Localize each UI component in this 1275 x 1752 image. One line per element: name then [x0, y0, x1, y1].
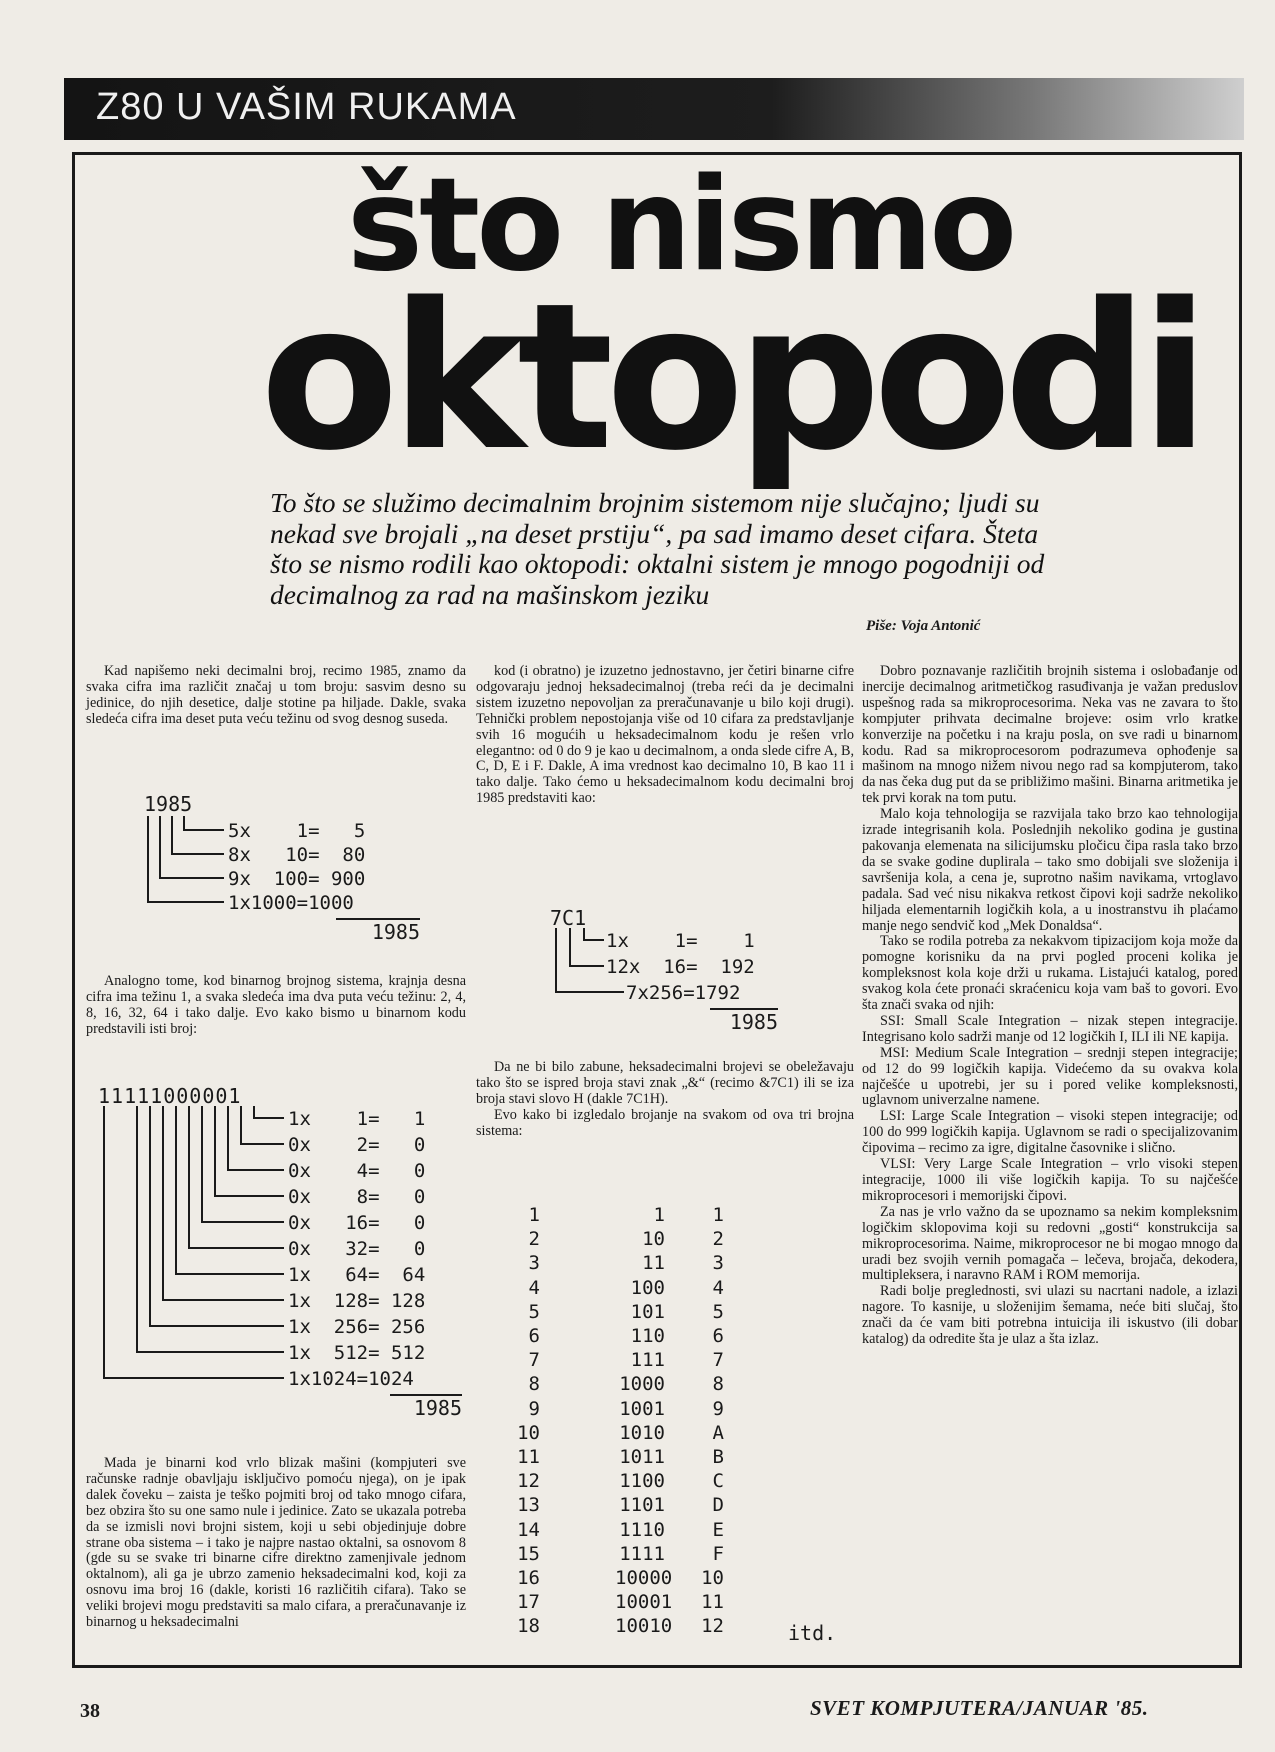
column-2-top [476, 664, 854, 807]
paragraph: kod (i obratno) je izuzetno jednostavno, jer četiri binarne cifre odgovaraju jednoj heksadecimalnoj (treba reći da je decimalni sistem izuzetno nepovoljan za preračunavanje u bilo koji drugi). Tehnički problem nepostojanja više od 10 cifara za predstavljanje svih 16 mogućih u heksadecimalnom kodu je rešen vrlo elegantno: od 0 do 9 je kao u decimalnom, a onda slede cifre A, B, C, D, E i F. Dakle, A ima vrednost kao decimalno 10, B kao 11 i tako dalje. Tako ćemo u heksadecimalnom kodu decimalni broj 1985 predstaviti kao: [476, 663, 854, 807]
table-cell-hex: F [712, 1542, 724, 1565]
paragraph: Analogno tome, kod binarnog brojnog sistema, krajnja desna cifra ima težinu 1, a svaka sledeća ima dva puta veću težinu: 2, 4, 8, 16, 32, 64 i tako dalje. Evo kako bismo u binarnom kodu predstavili isti broj: [86, 973, 466, 1037]
table-cell-binary: 10 [642, 1228, 665, 1251]
fig-bin-row: 0x 32= 0 [288, 1238, 426, 1260]
section-title: Z80 U VAŠIM RUKAMA [96, 86, 517, 128]
section-header-bar [64, 78, 1244, 140]
table-cell-decimal: 8 [528, 1373, 540, 1396]
table-cell-decimal: 11 [517, 1446, 540, 1468]
fig-bin-row: 1x 64= 64 [288, 1264, 426, 1286]
table-cell-decimal: 1 [528, 1204, 540, 1226]
table-cell-binary: 1100 [619, 1470, 665, 1493]
table-etc: itd. [788, 1621, 837, 1645]
fig-bin-total: 1985 [390, 1394, 462, 1420]
paragraph: Za nas je vrlo važno da se upoznamo sa nekim kompleksnim logičkim sklopovima koji su redovni „gosti“ konstrukcija sa mikroprocesorima. Naime, mikroprocesor ne bi mogao mnogo da uradi bez svojih vernih pomagača – lečeva, brojača, dekodera, multipleksera, i naravno RAM i ROM memorija. [862, 1203, 1238, 1284]
paragraph: Dobro poznavanje različitih brojnih sistema i oslobađanje od inercije decimalnog aritmetičkog rasuđivanja je važan preduslov uspešnog rada sa mikroprocesorima. Neka vas ne zavara to što kompjuter prihvata decimalne brojeve: osim vrlo kratke konverzije na početku i na kraju posla, on sve radi u binarnom kodu. Rad sa mikroprocesorom podrazumeva ophođenje sa mašinom na mnogo nižem nivou nego rad sa kompjuterom, tako da nas čeka dug put da se približimo mašini. Binarna aritmetika je tek prvi korak na tom putu. [862, 663, 1238, 807]
table-cell-binary: 101 [630, 1300, 665, 1323]
byline: Piše: Voja Antonić [866, 618, 981, 634]
table-cell-binary: 100 [630, 1276, 665, 1299]
table-cell-binary: 1010 [619, 1421, 665, 1444]
fig-dec-number: 1985 [144, 792, 193, 816]
fig-bin-row: 1x 512= 512 [288, 1342, 426, 1364]
table-cell-binary: 111 [630, 1349, 665, 1372]
table-cell-hex: C [712, 1470, 724, 1493]
table-cell-hex: 5 [712, 1300, 724, 1323]
table-cell-binary: 1000 [619, 1373, 665, 1396]
table-cell-hex: D [712, 1494, 724, 1517]
page-number: 38 [80, 1700, 100, 1722]
paragraph: MSI: Medium Scale Integration – srednji stepen integracije; od 12 do 99 logičkih kapija. Videćemo da su ovakva kola najčešće u upotrebi, jer su i pored velike kompleksnosti, uglavnom univerzalne namene. [862, 1044, 1238, 1109]
table-cell-decimal: 6 [528, 1325, 540, 1347]
paragraph: Evo kako bi izgledalo brojanje na svakom od ova tri brojna sistema: [476, 1106, 854, 1139]
table-cell-decimal: 4 [528, 1276, 540, 1299]
column-1-top [86, 664, 466, 728]
table-cell-binary: 1011 [619, 1446, 665, 1468]
paragraph: Kad napišemo neki decimalni broj, recimo 1985, znamo da svaka cifra ima različit značaj u tom broju: sasvim desno su jedinice, do njih desetice, dalje stotine pa hiljade. Dakle, svaka sledeća cifra ima deset puta veću težinu od svog desnog suseda. [86, 663, 466, 727]
table-cell-hex: 4 [712, 1276, 724, 1299]
paragraph: Malo koja tehnologija se razvijala tako brzo kao tehnologija izrade integrisanih kola. Poslednjih nekoliko godina je gustina pakovanja elemenata na silicijumsku pločicu čipa rasla tako brzo da se svake godine duplirala – tako smo dobijali sve složenija i savršenija kola, a cena je, suprotno našim navikama, vrtoglavo padala. Sad već nisu nikakva retkost čipovi koji sadrže nekoliko hiljada elementarnih logičkih kola, a u inostranstvu ih plaćamo manje nego sendvič kod „Mek Donaldsa“. [862, 806, 1238, 934]
table-cell-decimal: 10 [517, 1421, 540, 1444]
table-cell-binary: 1111 [619, 1542, 665, 1565]
fig-hex-number: 7C1 [550, 906, 587, 930]
headline-line2: oktopodi [260, 259, 1202, 496]
table-cell-binary: 1 [653, 1204, 665, 1226]
paragraph: Tako se rodila potreba za nekakvom tipizacijom koja može da pomogne korisniku da na prvi pogled proceni kolika je kompleksnost kola koje drži u rukama. Listajući katalog, pored svakog kola ćete pronaći skraćenicu koja vam baš to govori. Evo šta znači svaka od njih: [862, 933, 1238, 1014]
table-cell-hex: 2 [712, 1228, 724, 1251]
table-cell-hex: 1 [712, 1204, 724, 1226]
table-cell-hex: 8 [712, 1373, 724, 1396]
table-cell-binary: 10010 [615, 1615, 673, 1638]
column-2-middle [476, 1060, 854, 1140]
table-cell-decimal: 3 [528, 1252, 540, 1275]
magazine-footer: SVET KOMPJUTERA/JANUAR '85. [810, 1696, 1149, 1720]
fig-dec-total: 1985 [336, 918, 420, 944]
fig-bin-brackets [98, 1084, 298, 1404]
table-cell-hex: A [712, 1421, 724, 1444]
table-cell-binary: 1110 [619, 1518, 665, 1541]
fig-bin-row: 0x 16= 0 [288, 1212, 426, 1234]
column-1-middle [86, 974, 466, 1038]
fig-dec-row: 9x 100= 900 [228, 868, 366, 890]
table-cell-hex: B [712, 1446, 724, 1468]
lead-paragraph: To što se služimo decimalnim brojnim sistemom nije slučajno; ljudi su nekad sve brojali „na deset prstiju“, pa sad imamo deset cifara. Šteta što se nismo rodili kao oktopodi: oktalni sistem je mnogo pogodniji od decimalnog za rad na mašinskom jeziku [270, 487, 1045, 610]
fig-bin-row: 1x 128= 128 [288, 1290, 426, 1312]
fig-bin-number: 11111000001 [98, 1084, 242, 1108]
table-cell-hex: 11 [701, 1591, 724, 1614]
table-cell-binary: 1101 [619, 1494, 665, 1517]
paragraph: LSI: Large Scale Integration – visoki stepen integracije; od 100 do 999 logičkih kapija. Uglavnom se radi o specijalizovanim čipovima – recimo za igre, digitalne časovnike i slično. [862, 1108, 1238, 1157]
table-cell-decimal: 17 [517, 1591, 540, 1614]
table-cell-decimal: 7 [528, 1349, 540, 1372]
table-cell-decimal: 16 [517, 1567, 540, 1589]
table-cell-binary: 10001 [615, 1591, 673, 1614]
fig-bin-row: 1x 1= 1 [288, 1108, 426, 1130]
table-cell-hex: 12 [701, 1615, 724, 1638]
table-cell-decimal: 2 [528, 1228, 540, 1251]
fig-dec-row: 8x 10= 80 [228, 844, 366, 866]
fig-dec-row: 5x 1= 5 [228, 820, 366, 842]
table-cell-hex: 9 [712, 1397, 724, 1420]
paragraph: SSI: Small Scale Integration – nizak stepen integracije. Integrisano kolo sadrži manje od 12 logičkih I, ILI ili NE kapija. [862, 1012, 1238, 1045]
fig-bin-row: 1x 256= 256 [288, 1316, 426, 1338]
table-cell-binary: 110 [630, 1325, 665, 1347]
fig-dec-brackets [140, 792, 240, 932]
fig-bin-row: 0x 8= 0 [288, 1186, 426, 1208]
table-cell-decimal: 13 [517, 1494, 540, 1517]
paragraph: VLSI: Very Large Scale Integration – vrlo visoki stepen integracije, 1000 ili više logičkih kapija. To su najčešće mikroprocesori i memorijski čipovi. [862, 1156, 1238, 1204]
column-1-bottom [86, 1456, 466, 1631]
headline-line1: što nismo [346, 151, 1014, 300]
table-cell-decimal: 5 [528, 1300, 540, 1323]
fig-hex-row: 12x 16= 192 [606, 956, 755, 978]
counting-table [490, 1204, 850, 1644]
table-cell-decimal: 18 [517, 1615, 540, 1638]
fig-bin-row: 1x1024=1024 [288, 1368, 414, 1390]
table-cell-hex: 10 [701, 1567, 724, 1589]
table-cell-binary: 11 [642, 1252, 665, 1275]
paragraph: Mada je binarni kod vrlo blizak mašini (kompjuteri sve računske radnje obavljaju isključivo pomoću njega), on je ipak dalek čoveku – zaista je teško pojmiti broj od tako mnogo cifara, bez obzira što su one samo nule i jedinice. Zato se ukazala potreba da se izmisli novi brojni sistem, koji u sebi objedinjuje dobre strane oba sistema – i tako je najpre nastao oktalni, sa osnovom 8 (gde su se svake tri binarne cifre direktno zamenjivale jednom oktalnom), ali ga je ubrzo zamenio heksadecimalni kod, koji za osnovu ima broj 16 (dakle, koristi 16 različitih cifara). Tako se veliki brojevi mogu predstaviti sa malo cifara, a preračunavanje iz binarnog u heksadecimalni [86, 1455, 466, 1631]
table-cell-hex: E [712, 1518, 724, 1541]
fig-bin-row: 0x 2= 0 [288, 1134, 426, 1156]
fig-hex-brackets [550, 906, 630, 1006]
table-cell-hex: 7 [712, 1349, 724, 1372]
paragraph: Radi bolje preglednosti, svi ulazi su nacrtani nadole, a izlazi nagore. To kasnije, u složenijim šemama, neće biti slučaj, što znači da će vam biti potrebna intuicija ili iskustvo (ili dobar katalog) da odredite šta je ulaz a šta izlaz. [862, 1283, 1238, 1348]
table-cell-decimal: 15 [517, 1542, 540, 1565]
headline [260, 151, 1202, 496]
fig-bin-row: 0x 4= 0 [288, 1160, 426, 1182]
table-cell-hex: 6 [712, 1325, 724, 1347]
table-cell-decimal: 12 [517, 1470, 540, 1493]
paragraph: Da ne bi bilo zabune, heksadecimalni brojevi se obeležavaju tako što se ispred broja stavi znak „&“ (recimo &7C1) ili se iza broja stavi slovo H (dakle 7C1H). [476, 1059, 854, 1107]
fig-hex-row: 7x256=1792 [626, 982, 741, 1004]
fig-dec-row: 1x1000=1000 [228, 892, 354, 914]
fig-hex-total: 1985 [710, 1008, 778, 1034]
table-cell-hex: 3 [712, 1252, 724, 1275]
column-3 [862, 664, 1238, 1348]
table-cell-decimal: 9 [528, 1397, 540, 1420]
fig-hex-row: 1x 1= 1 [606, 930, 755, 952]
table-cell-binary: 10000 [615, 1567, 673, 1589]
table-cell-decimal: 14 [517, 1518, 540, 1541]
table-cell-binary: 1001 [619, 1397, 665, 1420]
